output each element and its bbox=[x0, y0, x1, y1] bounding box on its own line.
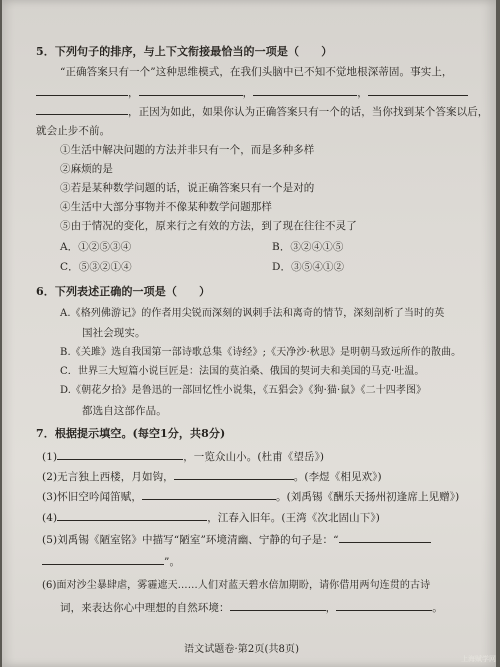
answer-blank[interactable] bbox=[174, 469, 294, 480]
answer-blank[interactable] bbox=[336, 600, 432, 611]
q7-item-4: (4) ，江春入旧年。(王湾《次北固山下》) bbox=[42, 512, 380, 524]
q6-stem: 6．下列表述正确的一项是（ ） bbox=[36, 285, 211, 298]
q7-item-6: (6)面对沙尘暴肆虐，雾霾遮天……人们对蓝天碧水倍加期盼，请你借用两句连贯的古诗 bbox=[42, 580, 431, 591]
answer-blank[interactable] bbox=[36, 85, 128, 96]
q5-stem: 5．下列句子的排序，与上下文衔接最恰当的一项是（ ） bbox=[36, 45, 333, 58]
answer-blank[interactable] bbox=[139, 85, 243, 96]
q5-item-1: ①生活中解决问题的方法并非只有一个，而是多种多样 bbox=[60, 144, 315, 156]
answer-blank[interactable] bbox=[368, 85, 468, 96]
q5-item-4: ④生活中大部分事物并不像某种数学问题那样 bbox=[60, 201, 272, 213]
answer-blank[interactable] bbox=[57, 449, 183, 460]
answer-blank[interactable] bbox=[230, 600, 326, 611]
q6-option-a-cont: 国社会现实。 bbox=[82, 327, 146, 339]
q6-option-d-cont: 都选自这部作品。 bbox=[82, 405, 167, 417]
q5-paragraph-line2: ， ， ， bbox=[36, 85, 468, 100]
q5-option-c[interactable]: C．⑤③②①④ bbox=[60, 261, 132, 273]
q5-item-2: ②麻烦的是 bbox=[60, 163, 113, 175]
answer-blank[interactable] bbox=[57, 510, 207, 521]
watermark: 上海赋学网 bbox=[461, 655, 496, 663]
q7-item-3: (3)怀旧空吟闻笛赋， 。(刘禹锡《酬乐天扬州初逢席上见赠》) bbox=[42, 491, 460, 503]
answer-blank[interactable] bbox=[36, 104, 128, 115]
answer-blank[interactable] bbox=[253, 85, 357, 96]
q5-paragraph-line1: “正确答案只有一个”这种思维模式，在我们头脑中已不知不觉地根深蒂固。事实上， bbox=[60, 66, 453, 78]
q5-option-a[interactable]: A．①②⑤③④ bbox=[60, 241, 132, 253]
q7-item-5-cont: ”。 bbox=[42, 554, 180, 569]
q5-item-5: ⑤由于情况的变化，原来行之有效的方法，到了现在往往不灵了 bbox=[60, 220, 357, 232]
q7-item-2: (2)无言独上西楼，月如钩， 。(李煜《相见欢》) bbox=[42, 471, 382, 483]
q5-option-d[interactable]: D．③⑤④①② bbox=[272, 261, 345, 273]
q5-item-3: ③若是某种数学问题的话，说正确答案只有一个是对的 bbox=[60, 182, 315, 194]
q7-item-5: (5)刘禹锡《陋室铭》中描写“陋室”环境清幽、宁静的句子是：“ bbox=[42, 532, 431, 547]
q6-option-a[interactable]: A.《格列佛游记》的作者用尖锐而深刻的讽刺手法和离奇的情节，深刻剖析了当时的英 bbox=[60, 308, 445, 319]
q6-option-c[interactable]: C．世界三大短篇小说巨匠是：法国的莫泊桑、俄国的契诃夫和美国的马克·吐温。 bbox=[60, 366, 425, 377]
answer-blank[interactable] bbox=[42, 554, 164, 565]
q7-item-1: (1) ，一览众山小。(杜甫《望岳》) bbox=[42, 451, 325, 463]
page-footer: 语文试题卷·第2页(共8页) bbox=[184, 644, 300, 655]
q5-option-b[interactable]: B．③②④①⑤ bbox=[272, 241, 344, 253]
q5-paragraph-line4: 就会止步不前。 bbox=[36, 125, 111, 137]
q6-option-d[interactable]: D.《朝花夕拾》是鲁迅的一部回忆性小说集，《五猖会》《狗·猫·鼠》《二十四孝图》 bbox=[60, 385, 427, 396]
q6-option-b[interactable]: B.《关雎》选自我国第一部诗歌总集《诗经》;《天净沙·秋思》是明朝马致远所作的散曲。 bbox=[60, 347, 462, 358]
exam-page bbox=[2, 0, 496, 667]
answer-blank[interactable] bbox=[142, 489, 276, 500]
answer-blank[interactable] bbox=[339, 532, 431, 543]
q5-paragraph-line3: ，正因为如此，如果你认为正确答案只有一个的话，当你找到某个答案以后， bbox=[36, 104, 488, 119]
q7-item-6-cont: 词，来表达你心中理想的自然环境： ， 。 bbox=[60, 602, 443, 614]
q7-stem: 7．根据提示填空。(每空1分，共8分) bbox=[36, 427, 226, 440]
